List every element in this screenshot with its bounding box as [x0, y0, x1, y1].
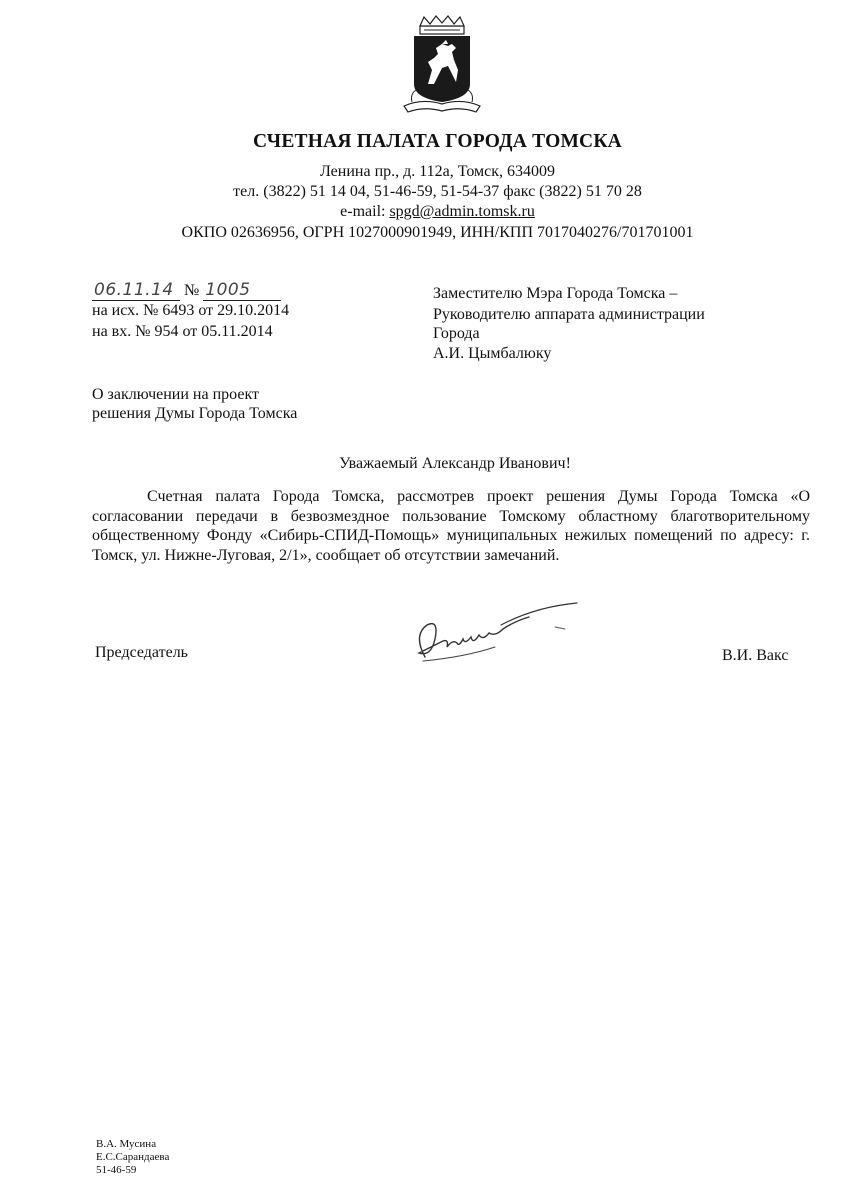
letter-body: Счетная палата Города Томска, рассмотрев проект решения Думы Города Томска «О согласовании передачи в безвозмездное пользование Томскому областному благотворительному общественному Фонду «Сибирь-СПИД-Помощь» муниципальных нежилых помещений по адресу: г. Томск, ул. Нижне-Луговая, 2/1», сообщает об отсутствии замечаний.: [92, 488, 810, 564]
greeting: Уважаемый Александр Иванович!: [339, 455, 571, 472]
number-sign: №: [184, 282, 200, 299]
handwritten-number: 1005: [203, 280, 281, 301]
organization-phones: тел. (3822) 51 14 04, 51-46-59, 51-54-37 факс (3822) 51 70 28: [233, 183, 642, 200]
subject-line-2: решения Думы Города Томска: [92, 405, 298, 422]
signatory-title: Председатель: [95, 644, 188, 661]
subject-line-1: О заключении на проект: [92, 386, 259, 403]
email-label: e-mail:: [340, 203, 390, 220]
addressee-line-4: А.И. Цымбалюку: [433, 345, 552, 362]
handwritten-date: 06.11.14: [92, 280, 180, 301]
executor-phone: 51-46-59: [96, 1164, 137, 1176]
reference-incoming: на вх. № 954 от 05.11.2014: [92, 323, 273, 340]
organization-address: Ленина пр., д. 112а, Томск, 634009: [319, 163, 556, 180]
reference-outgoing: на исх. № 6493 от 29.10.2014: [92, 302, 290, 319]
organization-title: СЧЕТНАЯ ПАЛАТА ГОРОДА ТОМСКА: [253, 131, 622, 152]
handwritten-signature-icon: [405, 595, 585, 675]
addressee-line-1: Заместителю Мэра Города Томска –: [433, 285, 678, 302]
addressee-line-2: Руководителю аппарата администрации: [433, 306, 705, 323]
city-coat-of-arms-icon: [402, 14, 482, 114]
organization-email-line: [0, 203, 850, 221]
signatory-name: В.И. Вакс: [722, 647, 789, 664]
registration-line: [92, 280, 281, 301]
executor-1: В.А. Мусина: [96, 1138, 157, 1150]
organization-requisites: ОКПО 02636956, ОГРН 1027000901949, ИНН/КПП 7017040276/701701001: [181, 224, 694, 241]
addressee-line-3: Города: [433, 325, 480, 342]
email-link[interactable]: spgd@admin.tomsk.ru: [389, 203, 535, 220]
executor-2: Е.С.Сарандаева: [96, 1151, 170, 1163]
